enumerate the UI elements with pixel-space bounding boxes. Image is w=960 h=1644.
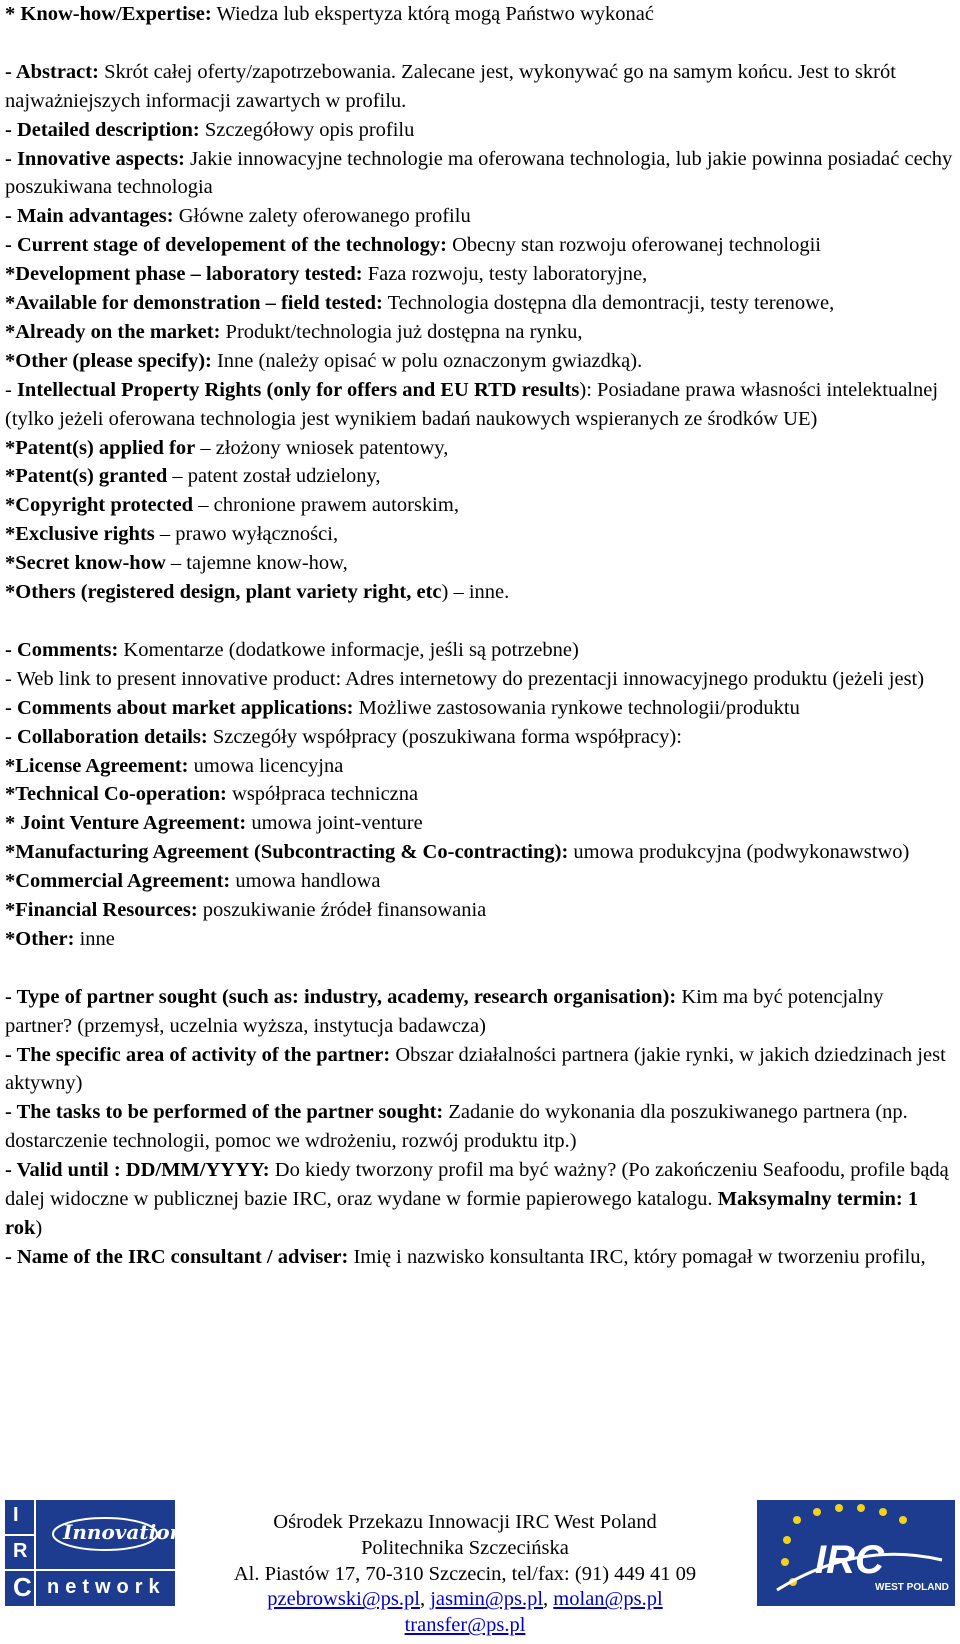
- field-description: [5, 202, 953, 231]
- field-text: Skrót całej oferty/zapotrzebowania. Zalecane jest, wykonywać go na samym końcu. Jest to skrót najważniejszych informacji zawartych w profilu.: [5, 60, 896, 112]
- logo-letter-r: R: [13, 1540, 28, 1562]
- blank-line: [5, 29, 953, 58]
- field-description: [5, 1041, 953, 1099]
- field-label: - The specific area of activity of the partner:: [5, 1043, 391, 1066]
- field-description: [5, 983, 953, 1041]
- field-text: Obecny stan rozwoju oferowanej technologii: [447, 234, 822, 257]
- field-label: *License Agreement:: [5, 754, 189, 777]
- field-label: *Manufacturing Agreement (Subcontracting & Co-contracting):: [5, 841, 569, 864]
- field-text: umowa produkcyjna (podwykonawstwo): [568, 841, 910, 864]
- field-label: * Joint Venture Agreement:: [5, 812, 247, 835]
- blank-line: [5, 607, 953, 636]
- field-label: - Name of the IRC consultant / adviser:: [5, 1245, 349, 1268]
- field-text: umowa handlowa: [230, 870, 381, 893]
- irc-west-poland-logo: [757, 1500, 955, 1606]
- field-text: Faza rozwoju, testy laboratoryjne,: [362, 263, 648, 286]
- field-description: [5, 723, 953, 752]
- field-description: [5, 376, 953, 434]
- field-text: Komentarze (dodatkowe informacje, jeśli są potrzebne): [118, 638, 579, 661]
- field-label: *Technical Co-operation:: [5, 783, 227, 806]
- field-description: [5, 1098, 953, 1156]
- field-text: Jakie innowacyjne technologie ma oferowana technologia, lub jakie powinna posiadać cechy poszukiwana technologia: [5, 147, 953, 199]
- field-label: *Others (registered design, plant variety right, etc: [5, 581, 442, 604]
- field-text: Wiedza lub ekspertyza którą mogą Państwo wykonać: [211, 3, 654, 25]
- logo-letter-c: C: [13, 1572, 32, 1602]
- footer-org-name: Ośrodek Przekazu Innowacji IRC West Poland: [273, 1511, 657, 1533]
- email-link[interactable]: molan@ps.pl: [553, 1588, 663, 1611]
- field-description: [5, 1243, 953, 1272]
- field-label: - Collaboration details:: [5, 725, 208, 748]
- field-description: [5, 925, 953, 954]
- email-link[interactable]: pzebrowski@ps.pl: [267, 1588, 420, 1611]
- footer-emails: pzebrowski@ps.pl, jasmin@ps.pl, molan@ps.pl: [267, 1588, 663, 1611]
- field-text: Szczegółowy opis profilu: [199, 118, 415, 141]
- email-link[interactable]: transfer@ps.pl: [404, 1614, 526, 1637]
- email-link[interactable]: jasmin@ps.pl: [430, 1588, 544, 1611]
- field-label: Intellectual Property Rights (only for offers and EU RTD results: [16, 378, 580, 401]
- field-description: [5, 752, 953, 781]
- field-description: [5, 809, 953, 838]
- field-text: współpraca techniczna: [226, 783, 419, 806]
- blank-line: [5, 954, 953, 983]
- field-description: [5, 780, 953, 809]
- field-label: *Exclusive rights: [5, 523, 155, 546]
- field-label: *Other (please specify):: [5, 349, 212, 372]
- field-description: [5, 462, 953, 491]
- logo-letter-i: I: [13, 1504, 19, 1526]
- field-label: - Valid until : DD/MM/YYYY:: [5, 1159, 270, 1182]
- footer: [0, 1500, 960, 1644]
- logo-script: Innovation: [63, 1520, 185, 1544]
- field-description: [5, 838, 953, 867]
- field-label: - Comments:: [5, 638, 119, 661]
- field-label: *Financial Resources:: [5, 899, 198, 922]
- field-text: ): [35, 1217, 43, 1240]
- field-description: [5, 1156, 953, 1243]
- field-text: – prawo wyłączności,: [154, 523, 339, 546]
- field-label: *Other:: [5, 927, 75, 950]
- field-text: Główne zalety oferowanego profilu: [173, 205, 471, 228]
- field-text: inne: [74, 927, 115, 950]
- field-label: *Commercial Agreement:: [5, 870, 231, 893]
- field-text: ) – inne.: [441, 581, 510, 604]
- field-label: *Development phase – laboratory tested:: [5, 263, 363, 286]
- field-label: - Detailed description:: [5, 118, 200, 141]
- field-description: [5, 260, 953, 289]
- field-text: Inne (należy opisać w polu oznaczonym gwiazdką).: [211, 349, 643, 372]
- footer-address: Al. Piastów 17, 70-310 Szczecin, tel/fax: (91) 449 41 09: [233, 1562, 697, 1585]
- field-description: [5, 0, 953, 29]
- field-text: Obszar działalności partnera (jakie rynki, w jakich dziedzinach jest aktywny): [5, 1043, 946, 1095]
- field-label: - Current stage of developement of the technology:: [5, 234, 447, 257]
- field-text: – patent został udzielony,: [167, 465, 381, 488]
- field-description: [5, 578, 953, 607]
- irc-logo-text: IRC: [815, 1538, 884, 1582]
- field-label: *Copyright protected: [5, 494, 194, 517]
- field-description: [5, 549, 953, 578]
- field-description: [5, 694, 953, 723]
- field-text: Do kiedy tworzony profil ma być ważny? (Po zakończeniu Seafoodu, profile bądą dalej widoczne w publicznej bazie IRC, oraz wydane w formie papierowego katalogu.: [5, 1159, 949, 1211]
- field-label: - Abstract:: [5, 60, 99, 83]
- footer-university: Politechnika Szczecińska: [361, 1536, 569, 1559]
- field-description: [5, 58, 953, 116]
- field-description: [5, 867, 953, 896]
- field-label: * Know-how/Expertise:: [5, 3, 212, 25]
- field-description: [5, 231, 953, 260]
- field-text: umowa joint-venture: [246, 812, 423, 835]
- field-label: - Type of partner sought (such as: industry, academy, research organisation):: [5, 985, 677, 1008]
- field-description: [5, 896, 953, 925]
- field-description: [5, 520, 953, 549]
- field-label: - Innovative aspects:: [5, 147, 185, 170]
- document-body: [5, 0, 953, 1272]
- field-text: poszukiwanie źródeł finansowania: [197, 899, 487, 922]
- field-text: Możliwe zastosowania rynkowe technologii/produktu: [353, 696, 800, 719]
- field-label: - Main advantages:: [5, 205, 174, 228]
- field-description: [5, 289, 953, 318]
- field-text: - Web link to present innovative product: Adres internetowy do prezentacji innowacyjnego produktu (jeżeli jest): [5, 667, 925, 690]
- field-description: [5, 145, 953, 203]
- field-text: -: [5, 378, 17, 401]
- field-label: Maksymalny termin: 1 rok: [5, 1188, 919, 1240]
- field-description: [5, 636, 953, 665]
- field-text: – tajemne know-how,: [165, 552, 348, 575]
- field-text: Imię i nazwisko konsultanta IRC, który pomagał w tworzeniu profilu,: [348, 1245, 926, 1268]
- field-label: *Already on the market:: [5, 320, 221, 343]
- field-label: *Patent(s) applied for: [5, 436, 196, 459]
- logo-word: network: [47, 1576, 166, 1598]
- irc-logo-sub: WEST POLAND: [875, 1582, 949, 1593]
- field-text: – chronione prawem autorskim,: [193, 494, 459, 517]
- field-text: Kim ma być potencjalny partner? (przemysł, uczelnia wyższa, instytucja badawcza): [5, 985, 884, 1037]
- field-description: [5, 665, 953, 694]
- innovation-network-logo: [5, 1500, 185, 1606]
- field-label: *Secret know-how: [5, 552, 166, 575]
- field-text: Zadanie do wykonania dla poszukiwanego partnera (np. dostarczenie technologii, pomoc we wdrożeniu, rozwój produktu itp.): [5, 1101, 908, 1153]
- field-description: [5, 318, 953, 347]
- footer-contact: [190, 1510, 740, 1639]
- field-label: - Comments about market applications:: [5, 696, 354, 719]
- field-label: *Patent(s) granted: [5, 465, 168, 488]
- field-description: [5, 434, 953, 463]
- field-text: Produkt/technologia już dostępna na rynku,: [220, 320, 583, 343]
- field-text: Szczegóły współpracy (poszukiwana forma współpracy):: [207, 725, 682, 748]
- field-text: Technologia dostępna dla demontracji, testy terenowe,: [382, 292, 835, 315]
- field-description: [5, 491, 953, 520]
- field-description: [5, 347, 953, 376]
- field-label: *Available for demonstration – field tested:: [5, 292, 383, 315]
- field-text: ): Posiadane prawa własności intelektualnej (tylko jeżeli oferowana technologia jest wynikiem badań naukowych wspieranych ze środków UE): [5, 378, 939, 430]
- field-text: – złożony wniosek patentowy,: [195, 436, 449, 459]
- field-text: umowa licencyjna: [188, 754, 344, 777]
- field-description: [5, 116, 953, 145]
- field-label: - The tasks to be performed of the partner sought:: [5, 1101, 444, 1124]
